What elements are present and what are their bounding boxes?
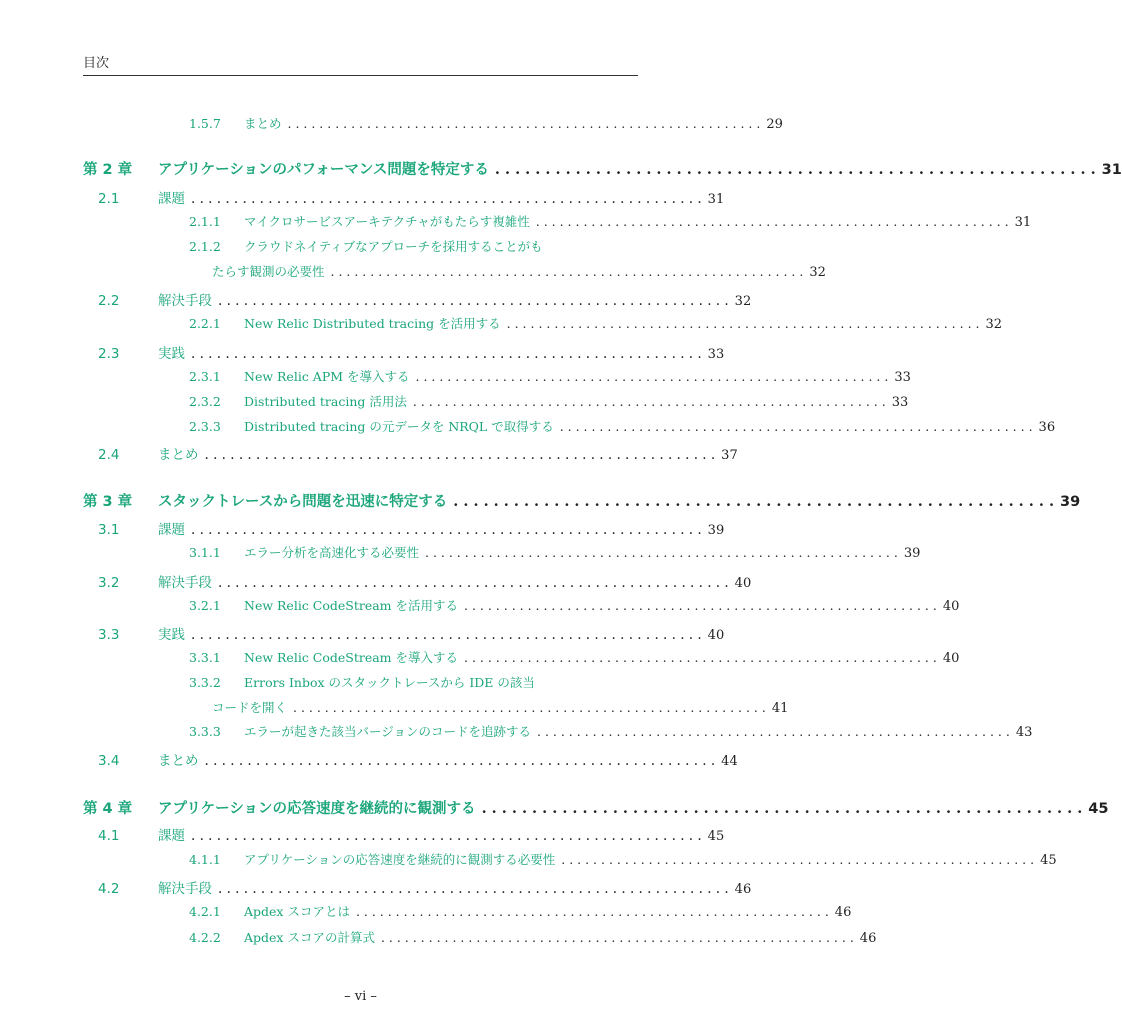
- dot-leader: . . . . . . . . . . . . . . . . . . . . . . . . . . . . . . . . . . . . . . . . . . . . . . . . . . . . . . . . . . . .: [191, 522, 702, 538]
- toc-entry-continuation[interactable]: [212, 262, 826, 280]
- toc-entry-title: まとめ: [158, 447, 199, 463]
- toc-entry-title: 実践: [158, 346, 185, 362]
- toc-entry-title: エラー分析を高速化する必要性: [244, 545, 420, 560]
- toc-entry-page-number: 32: [809, 265, 826, 280]
- dot-leader: . . . . . . . . . . . . . . . . . . . . . . . . . . . . . . . . . . . . . . . . . . . . . . . . . . . . . . . . . . . .: [218, 881, 729, 897]
- toc-section-entry[interactable]: [98, 187, 725, 207]
- toc-entry-page-number: 40: [942, 651, 960, 666]
- toc-entry-page-number: 39: [707, 523, 725, 538]
- toc-entry-title: Apdex スコアとは: [244, 904, 350, 919]
- dot-leader: . . . . . . . . . . . . . . . . . . . . . . . . . . . . . . . . . . . . . . . . . . . . . . . . . . . . . . . . . . . .: [464, 650, 937, 665]
- toc-section-entry[interactable]: [98, 749, 738, 769]
- toc-entry-page-number: 44: [721, 754, 738, 769]
- toc-entry-title: New Relic APM を導入する: [244, 369, 410, 384]
- toc-entry-title: スタックトレースから問題を迅速に特定する: [158, 494, 448, 510]
- dot-leader: . . . . . . . . . . . . . . . . . . . . . . . . . . . . . . . . . . . . . . . . . . . . . . . . . . . . . . . . . . . .: [191, 627, 702, 643]
- dot-leader: . . . . . . . . . . . . . . . . . . . . . . . . . . . . . . . . . . . . . . . . . . . . . . . . . . . . . . . . . . . .: [412, 394, 886, 409]
- dot-leader: . . . . . . . . . . . . . . . . . . . . . . . . . . . . . . . . . . . . . . . . . . . . . . . . . . . . . . . . . . . .: [204, 753, 716, 769]
- toc-entry-number: 第 2 章: [83, 162, 133, 178]
- toc-entry-number: 3.2.1: [189, 598, 221, 613]
- toc-entry-number: 2.4: [98, 447, 120, 463]
- toc-subsection-entry[interactable]: [189, 212, 1032, 230]
- toc-entry-number: 第 4 章: [83, 801, 133, 817]
- toc-section-entry[interactable]: [98, 443, 738, 463]
- dot-leader: . . . . . . . . . . . . . . . . . . . . . . . . . . . . . . . . . . . . . . . . . . . . . . . . . . . . . . . . . . . .: [415, 369, 889, 384]
- toc-entry-number: 1.5.7: [189, 116, 221, 131]
- toc-entry-number: 2.1.1: [189, 214, 221, 229]
- toc-chapter-entry[interactable]: [83, 797, 1109, 818]
- toc-entry-title: 課題: [158, 191, 185, 207]
- toc-entry-page-number: 33: [891, 395, 909, 410]
- dot-leader: . . . . . . . . . . . . . . . . . . . . . . . . . . . . . . . . . . . . . . . . . . . . . . . . . . . . . . . . . . . .: [506, 316, 980, 331]
- toc-entry-title: クラウドネイティブなアプローチを採用することがも: [244, 239, 543, 254]
- dot-leader: . . . . . . . . . . . . . . . . . . . . . . . . . . . . . . . . . . . . . . . . . . . . . . . . . . . . . . . . . . . .: [559, 419, 1033, 434]
- toc-entry-page-number: 33: [894, 370, 911, 385]
- toc-entry-page-number: 40: [942, 599, 960, 614]
- toc-entry-page-number: 36: [1038, 420, 1056, 435]
- toc-entry-page-number: 46: [734, 882, 752, 897]
- dot-leader: . . . . . . . . . . . . . . . . . . . . . . . . . . . . . . . . . . . . . . . . . . . . . . . . . . . . . . . . . . . .: [191, 828, 702, 844]
- dot-leader: . . . . . . . . . . . . . . . . . . . . . . . . . . . . . . . . . . . . . . . . . . . . . . . . . . . . . . . . . . . .: [494, 161, 1096, 178]
- toc-entry-title: Distributed tracing の元データを NRQL で取得する: [244, 419, 554, 434]
- toc-subsection-entry[interactable]: [189, 928, 877, 946]
- toc-entry-number: 3.2: [98, 575, 120, 591]
- dot-leader: . . . . . . . . . . . . . . . . . . . . . . . . . . . . . . . . . . . . . . . . . . . . . . . . . . . . . . . . . . . .: [425, 545, 898, 560]
- dot-leader: . . . . . . . . . . . . . . . . . . . . . . . . . . . . . . . . . . . . . . . . . . . . . . . . . . . . . . . . . . . .: [287, 116, 761, 131]
- toc-entry-title: 解決手段: [158, 881, 212, 897]
- toc-entry-title: New Relic CodeStream を活用する: [244, 598, 459, 613]
- toc-entry-number: 4.2: [98, 881, 120, 897]
- toc-entry-number: 3.4: [98, 753, 120, 769]
- toc-subsection-entry[interactable]: [189, 314, 1003, 332]
- toc-entry-title: アプリケーションの応答速度を継続的に観測する必要性: [244, 852, 556, 867]
- toc-entry-title: 課題: [158, 828, 185, 844]
- page-folio: – vi –: [344, 989, 377, 1004]
- toc-entry-page-number: 43: [1015, 725, 1033, 740]
- toc-subsection-entry[interactable]: [189, 367, 911, 385]
- toc-entry-number: 2.3.1: [189, 369, 221, 384]
- toc-entry-continuation[interactable]: [212, 698, 789, 716]
- toc-entry-page-number: 45: [1088, 801, 1109, 817]
- toc-subsection-entry[interactable]: [189, 850, 1057, 868]
- toc-section-entry[interactable]: [98, 877, 752, 897]
- toc-entry-page-number: 46: [834, 905, 852, 920]
- toc-entry-title: アプリケーションの応答速度を継続的に観測する: [158, 801, 476, 817]
- toc-section-entry[interactable]: [98, 518, 725, 538]
- toc-entry-page-number: 39: [903, 546, 921, 561]
- toc-entry-title: 解決手段: [158, 293, 212, 309]
- dot-leader: . . . . . . . . . . . . . . . . . . . . . . . . . . . . . . . . . . . . . . . . . . . . . . . . . . . . . . . . . . . .: [535, 214, 1009, 229]
- toc-subsection-entry[interactable]: [189, 596, 960, 614]
- dot-leader: . . . . . . . . . . . . . . . . . . . . . . . . . . . . . . . . . . . . . . . . . . . . . . . . . . . . . . . . . . . .: [355, 904, 829, 919]
- toc-subsection-entry[interactable]: [189, 114, 783, 132]
- toc-section-entry[interactable]: [98, 342, 725, 362]
- toc-entry-title: New Relic Distributed tracing を活用する: [244, 316, 501, 331]
- toc-entry-number: 4.2.2: [189, 930, 221, 945]
- toc-entry-title-continuation: コードを開く: [212, 700, 288, 715]
- toc-section-entry[interactable]: [98, 824, 725, 844]
- toc-entry-number: 2.1: [98, 191, 120, 207]
- toc-entry-number: 2.3.2: [189, 394, 221, 409]
- toc-entry-number: 第 3 章: [83, 494, 133, 510]
- toc-section-entry[interactable]: [98, 289, 752, 309]
- toc-entry-number: 4.1: [98, 828, 120, 844]
- toc-entry-title: まとめ: [158, 753, 199, 769]
- toc-entry-page-number: 40: [707, 628, 725, 643]
- toc-entry-title: 課題: [158, 522, 185, 538]
- toc-chapter-entry[interactable]: [83, 158, 1122, 179]
- toc-entry-page-number: 32: [985, 317, 1003, 332]
- dot-leader: . . . . . . . . . . . . . . . . . . . . . . . . . . . . . . . . . . . . . . . . . . . . . . . . . . . . . . . . . . . .: [191, 346, 702, 362]
- toc-entry-title: まとめ: [244, 116, 282, 131]
- toc-entry-page-number: 45: [1040, 853, 1057, 868]
- dot-leader: . . . . . . . . . . . . . . . . . . . . . . . . . . . . . . . . . . . . . . . . . . . . . . . . . . . . . . . . . . . .: [481, 800, 1083, 817]
- toc-entry-page-number: 32: [734, 294, 752, 309]
- toc-entry-page-number: 46: [859, 931, 877, 946]
- toc-subsection-entry[interactable]: [189, 417, 1056, 435]
- toc-subsection-entry[interactable]: [189, 902, 852, 920]
- toc-entry-number: 2.3.3: [189, 419, 221, 434]
- toc-entry-page-number: 31: [707, 192, 725, 207]
- dot-leader: . . . . . . . . . . . . . . . . . . . . . . . . . . . . . . . . . . . . . . . . . . . . . . . . . . . . . . . . . . . .: [204, 447, 716, 463]
- toc-entry-number: 3.1.1: [189, 545, 221, 560]
- toc-entry-number: 3.3.3: [189, 724, 221, 739]
- toc-entry-page-number: 31: [1014, 215, 1032, 230]
- toc-entry-number: 4.1.1: [189, 852, 221, 867]
- toc-subsection-entry[interactable]: [189, 648, 960, 666]
- toc-subsection-entry[interactable]: [189, 543, 921, 561]
- toc-entry-page-number: 39: [1060, 494, 1081, 510]
- toc-entry-number: 3.3.2: [189, 675, 221, 690]
- toc-entry-title: エラーが起きた該当バージョンのコードを追跡する: [244, 724, 532, 739]
- toc-entry-title: マイクロサービスアーキテクチャがもたらす複雑性: [244, 214, 530, 229]
- toc-entry-title: 実践: [158, 627, 185, 643]
- toc-subsection-entry[interactable]: [189, 392, 909, 410]
- toc-entry-page-number: 40: [734, 576, 752, 591]
- dot-leader: . . . . . . . . . . . . . . . . . . . . . . . . . . . . . . . . . . . . . . . . . . . . . . . . . . . . . . . . . . . .: [293, 700, 766, 715]
- dot-leader: . . . . . . . . . . . . . . . . . . . . . . . . . . . . . . . . . . . . . . . . . . . . . . . . . . . . . . . . . . . .: [330, 264, 804, 279]
- toc-entry-number: 2.2: [98, 293, 120, 309]
- dot-leader: . . . . . . . . . . . . . . . . . . . . . . . . . . . . . . . . . . . . . . . . . . . . . . . . . . . . . . . . . . . .: [218, 293, 729, 309]
- toc-subsection-entry[interactable]: [189, 237, 638, 255]
- toc-entry-page-number: 37: [721, 448, 738, 463]
- dot-leader: . . . . . . . . . . . . . . . . . . . . . . . . . . . . . . . . . . . . . . . . . . . . . . . . . . . . . . . . . . . .: [380, 930, 854, 945]
- toc-entry-title: Errors Inbox のスタックトレースから IDE の該当: [244, 675, 535, 690]
- toc-entry-title: アプリケーションのパフォーマンス問題を特定する: [158, 162, 489, 178]
- toc-entry-page-number: 45: [707, 829, 725, 844]
- toc-entry-page-number: 41: [771, 701, 789, 716]
- toc-entry-number: 3.3.1: [189, 650, 221, 665]
- toc-entry-title: New Relic CodeStream を導入する: [244, 650, 459, 665]
- toc-entry-title-continuation: たらす観測の必要性: [212, 264, 325, 279]
- toc-entry-page-number: 29: [766, 117, 783, 132]
- header-rule: [83, 75, 638, 76]
- toc-entry-number: 2.1.2: [189, 239, 221, 254]
- toc-subsection-entry[interactable]: [189, 722, 1033, 740]
- toc-entry-number: 2.2.1: [189, 316, 221, 331]
- toc-entry-title: Apdex スコアの計算式: [244, 930, 375, 945]
- toc-entry-title: Distributed tracing 活用法: [244, 394, 407, 409]
- dot-leader: . . . . . . . . . . . . . . . . . . . . . . . . . . . . . . . . . . . . . . . . . . . . . . . . . . . . . . . . . . . .: [218, 575, 729, 591]
- toc-entry-title: 解決手段: [158, 575, 212, 591]
- toc-section-entry[interactable]: [98, 571, 752, 591]
- toc-entry-number: 3.3: [98, 627, 120, 643]
- running-head: 目次: [83, 56, 110, 71]
- dot-leader: . . . . . . . . . . . . . . . . . . . . . . . . . . . . . . . . . . . . . . . . . . . . . . . . . . . . . . . . . . . .: [453, 493, 1055, 510]
- toc-entry-number: 3.1: [98, 522, 120, 538]
- toc-entry-page-number: 31: [1101, 162, 1122, 178]
- toc-subsection-entry[interactable]: [189, 673, 638, 691]
- dot-leader: . . . . . . . . . . . . . . . . . . . . . . . . . . . . . . . . . . . . . . . . . . . . . . . . . . . . . . . . . . . .: [537, 724, 1010, 739]
- toc-chapter-entry[interactable]: [83, 490, 1081, 511]
- dot-leader: . . . . . . . . . . . . . . . . . . . . . . . . . . . . . . . . . . . . . . . . . . . . . . . . . . . . . . . . . . . .: [464, 598, 937, 613]
- toc-entry-number: 4.2.1: [189, 904, 221, 919]
- toc-entry-page-number: 33: [707, 347, 725, 362]
- dot-leader: . . . . . . . . . . . . . . . . . . . . . . . . . . . . . . . . . . . . . . . . . . . . . . . . . . . . . . . . . . . .: [561, 852, 1035, 867]
- dot-leader: . . . . . . . . . . . . . . . . . . . . . . . . . . . . . . . . . . . . . . . . . . . . . . . . . . . . . . . . . . . .: [191, 191, 702, 207]
- toc-section-entry[interactable]: [98, 623, 725, 643]
- toc-entry-number: 2.3: [98, 346, 120, 362]
